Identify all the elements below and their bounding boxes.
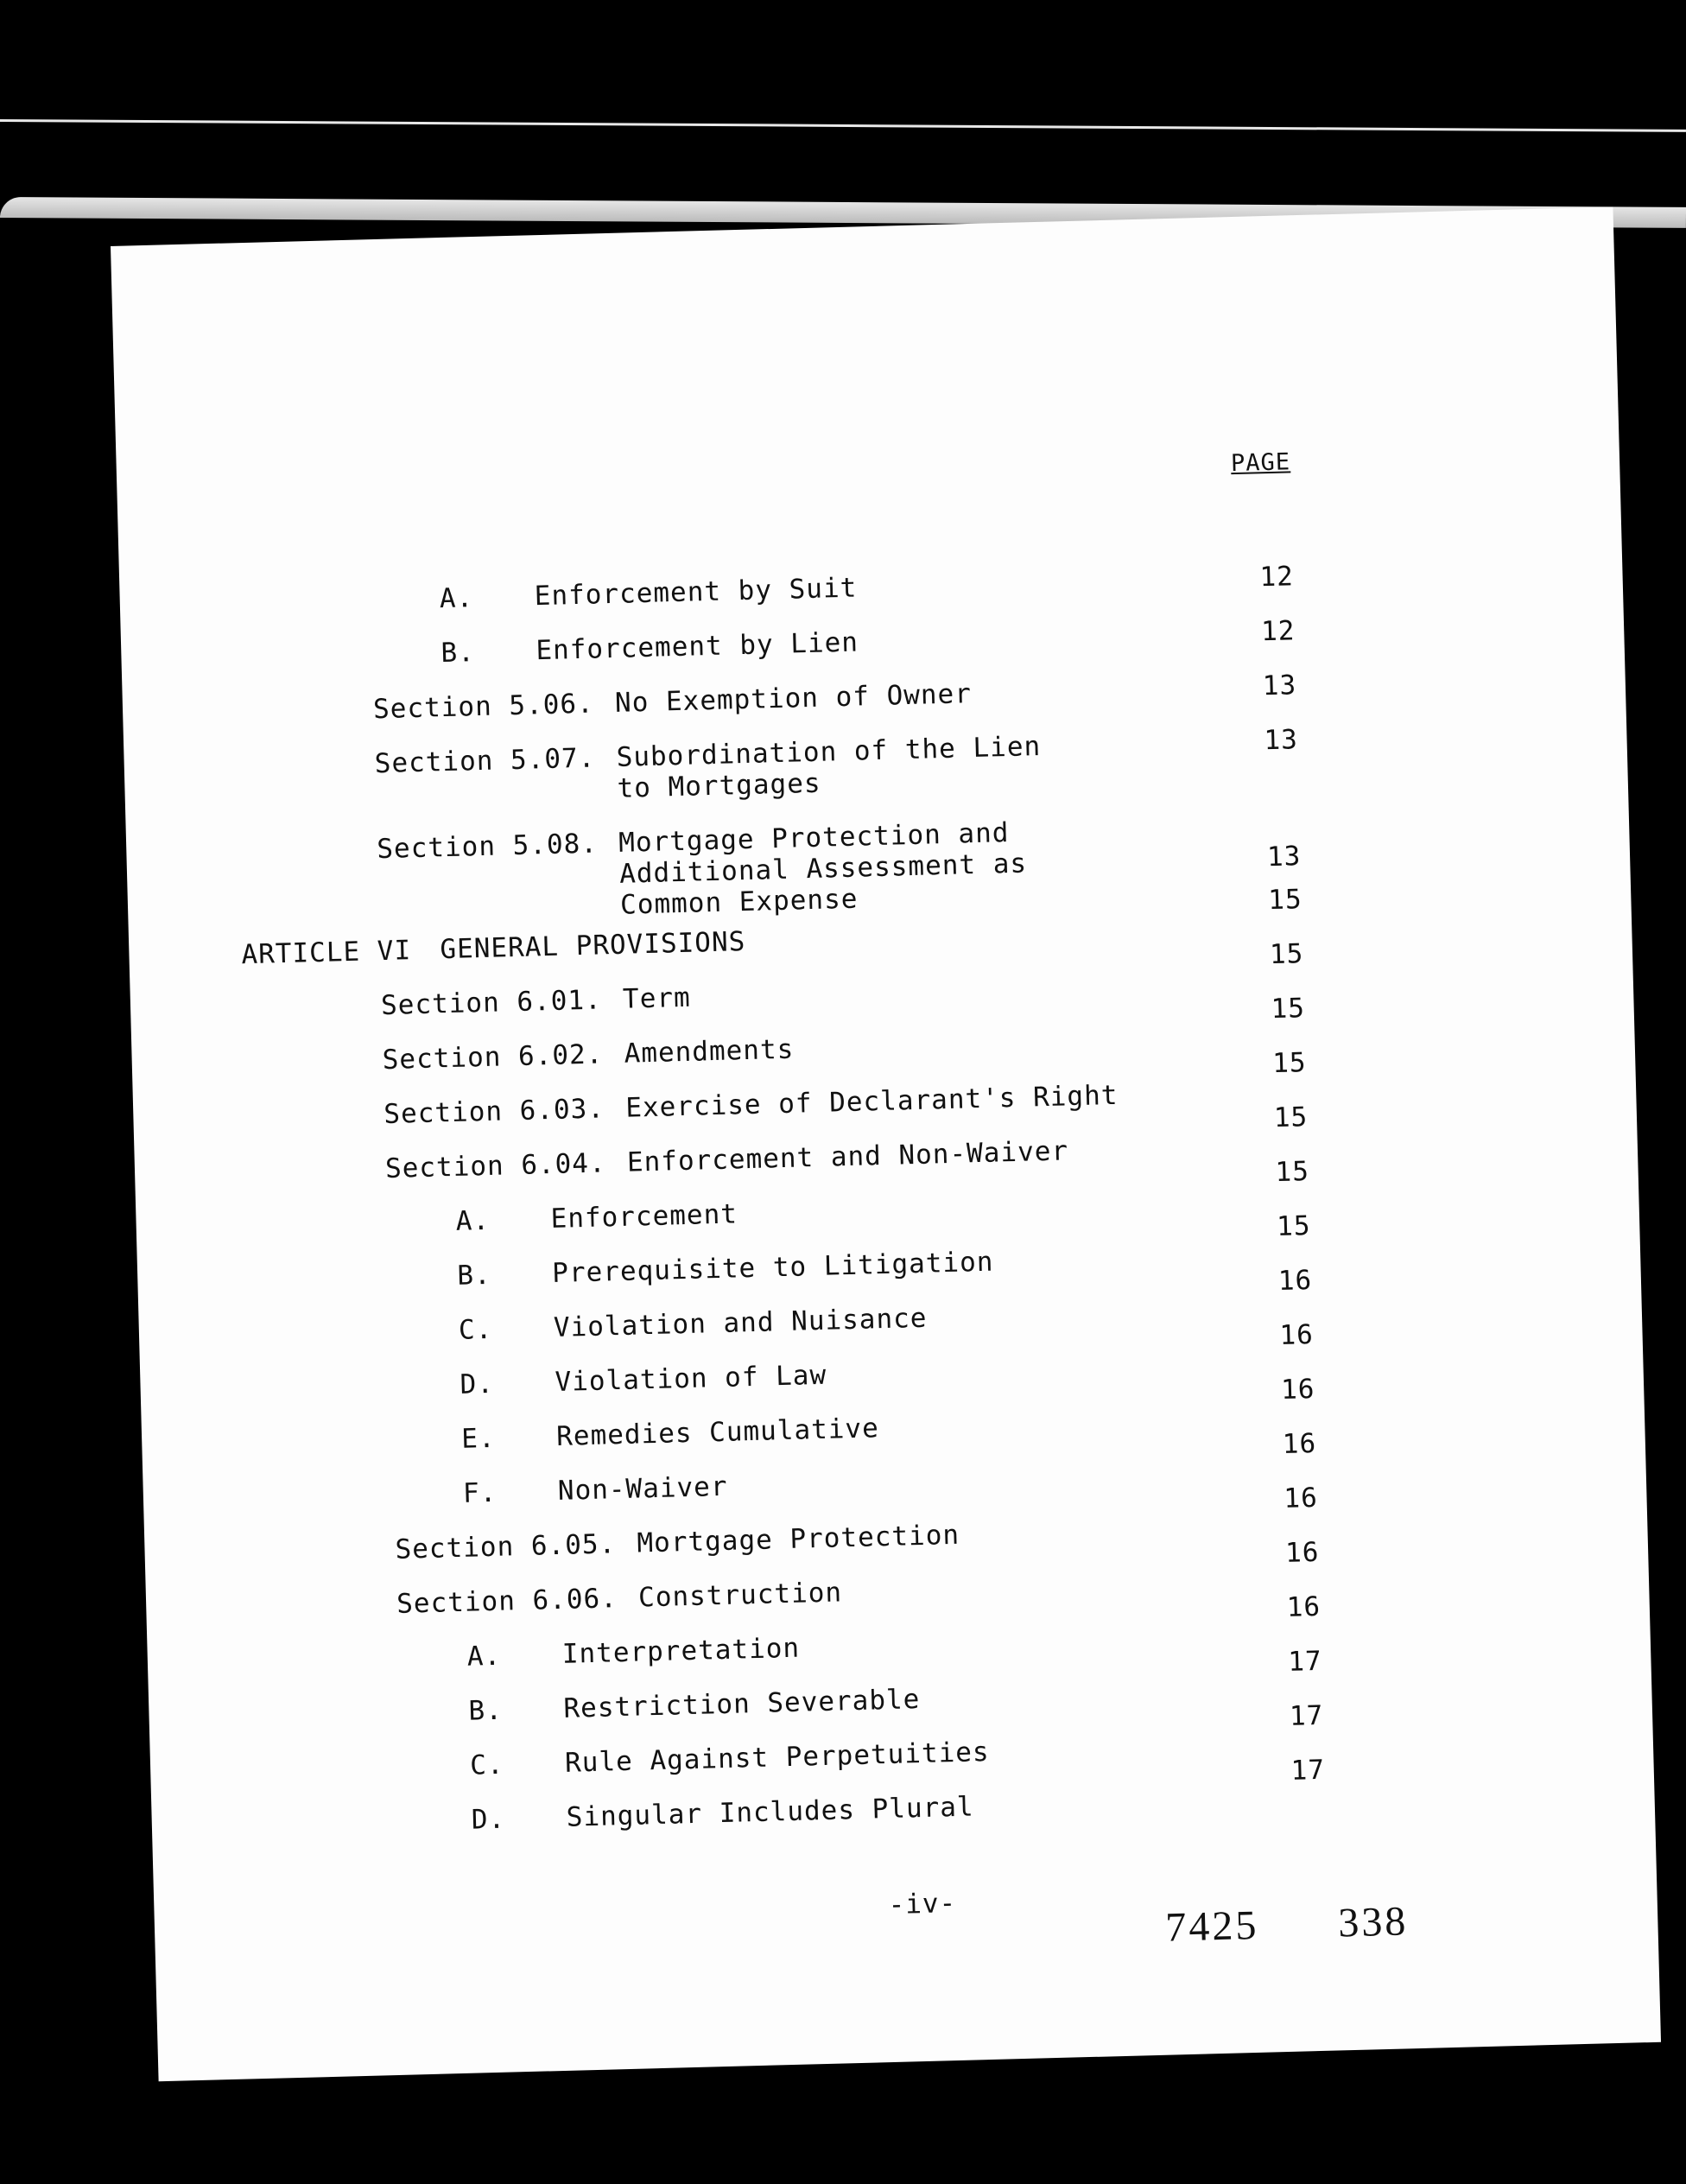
- toc-entry-prefix: A.: [439, 582, 474, 615]
- toc-entry-page: 13: [1263, 724, 1299, 757]
- toc-entry-title: Amendments: [624, 1033, 795, 1070]
- toc-entry-title: Mortgage Protection and Additional Assessment as Common Expense: [618, 817, 1028, 921]
- toc-entry-title: Interpretation: [561, 1632, 801, 1670]
- toc-entry-page: 12: [1259, 561, 1295, 594]
- toc-entry-prefix: Section 5.07.: [374, 742, 596, 780]
- toc-entry-title: Violation of Law: [555, 1359, 827, 1398]
- toc-entry-prefix: Section 6.06.: [396, 1583, 618, 1620]
- toc-entry-prefix: Section 5.08.: [376, 828, 599, 866]
- toc-entry-title: Prerequisite to Litigation: [551, 1246, 994, 1290]
- toc-entry-prefix: Section 6.01.: [380, 984, 603, 1022]
- toc-entry-title: Mortgage Protection: [637, 1519, 960, 1559]
- toc-entry-page: 15: [1273, 1102, 1309, 1134]
- toc-entry-prefix: C.: [469, 1749, 504, 1781]
- toc-entry-title: Enforcement by Lien: [535, 626, 859, 667]
- scanner-edge-line: [0, 119, 1686, 132]
- document-stamp-left: 7425: [1164, 1901, 1260, 1951]
- toc-entry-page: 16: [1277, 1265, 1313, 1298]
- toc-entry-page: 17: [1290, 1754, 1326, 1787]
- toc-entry-page: 16: [1286, 1590, 1322, 1623]
- toc-entry-title: Rule Against Perpetuities: [564, 1736, 991, 1779]
- toc-entry-prefix: ARTICLE VI: [241, 935, 412, 971]
- toc-entry-title: Singular Includes Plural: [566, 1791, 975, 1833]
- toc-entry-title: Non-Waiver: [557, 1470, 728, 1507]
- toc-entry-prefix: B.: [468, 1694, 504, 1727]
- toc-entry-title: GENERAL PROVISIONS: [439, 926, 746, 966]
- toc-entry-page: 13: [1266, 841, 1302, 873]
- toc-entry-title: Enforcement by Suit: [534, 572, 858, 613]
- toc-entry-prefix: B.: [456, 1259, 492, 1292]
- toc-entry-page: 15: [1271, 1047, 1308, 1080]
- toc-entry-page: 13: [1262, 670, 1297, 702]
- toc-entry-title: Restriction Severable: [563, 1684, 921, 1724]
- toc-entry-prefix: F.: [462, 1476, 498, 1509]
- toc-entry-page: 17: [1289, 1699, 1324, 1732]
- toc-entry-prefix: Section 6.05.: [395, 1528, 617, 1565]
- toc-entry-prefix: D.: [471, 1803, 506, 1836]
- toc-entry-page: 16: [1282, 1427, 1317, 1460]
- toc-entry-page: 15: [1276, 1210, 1311, 1243]
- toc-entry-page: 17: [1287, 1645, 1323, 1678]
- toc-entry-title: Exercise of Declarant's Right: [624, 1079, 1119, 1124]
- roman-page-number: -iv-: [888, 1888, 957, 1921]
- toc-entry-page: 16: [1283, 1482, 1319, 1514]
- page-column-heading: PAGE: [1230, 448, 1291, 478]
- toc-entry-title: Violation and Nuisance: [553, 1302, 928, 1343]
- toc-entry-title: Construction: [637, 1577, 843, 1614]
- toc-entry-page: 16: [1284, 1536, 1320, 1569]
- toc-entry-prefix: B.: [440, 637, 476, 670]
- toc-entry-page: 16: [1279, 1318, 1315, 1351]
- toc-entry-title: Enforcement: [550, 1198, 738, 1235]
- document-page: [111, 206, 1661, 2081]
- toc-entry-prefix: Section 6.04.: [384, 1147, 607, 1185]
- toc-entry-title: Remedies Cumulative: [555, 1413, 880, 1452]
- toc-entry-prefix: A.: [466, 1640, 502, 1673]
- toc-entry-prefix: D.: [460, 1368, 495, 1400]
- toc-entry-title: Subordination of the Lien to Mortgages: [616, 731, 1042, 804]
- toc-entry-title: Enforcement and Non-Waiver: [626, 1135, 1069, 1178]
- toc-entry-page: 16: [1280, 1373, 1315, 1406]
- toc-entry-prefix: C.: [458, 1313, 493, 1346]
- document-stamp-right: 338: [1337, 1898, 1409, 1946]
- toc-entry-title: Term: [622, 981, 692, 1015]
- toc-entry-page: 15: [1275, 1156, 1310, 1189]
- toc-entry-prefix: Section 6.02.: [382, 1038, 604, 1076]
- toc-entry-prefix: Section 5.06.: [372, 688, 595, 726]
- toc-entry-page: 12: [1260, 615, 1296, 648]
- toc-entry-page: 15: [1269, 938, 1304, 971]
- toc-entry-prefix: Section 6.03.: [383, 1093, 605, 1131]
- toc-entry-prefix: E.: [460, 1422, 497, 1455]
- toc-entry-page: 15: [1267, 884, 1303, 917]
- toc-entry-page: 15: [1271, 993, 1306, 1025]
- toc-entry-title: No Exemption of Owner: [614, 678, 973, 719]
- toc-entry-prefix: A.: [455, 1204, 491, 1237]
